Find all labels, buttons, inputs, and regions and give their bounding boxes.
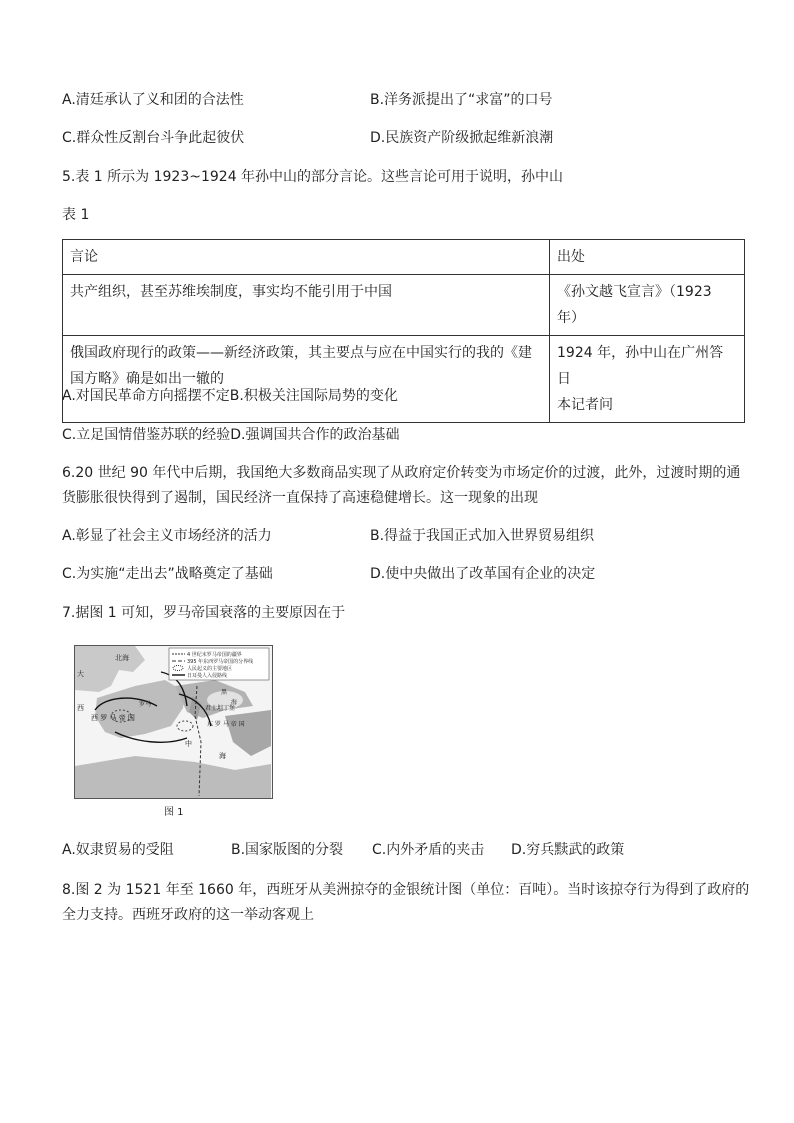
q7-stem: 7.据图 1 可知，罗马帝国衰落的主要原因在于 <box>62 605 346 621</box>
q8-stem-line1: 8.图 2 为 1521 年至 1660 年，西班牙从美洲掠夺的金银统计图（单位：百吨）。当时该掠夺行为得到了政府的 <box>62 882 750 898</box>
source-line: 1924 年，孙中山在广州答日 <box>557 345 724 387</box>
map-label-black-sea: 海 <box>231 699 238 706</box>
map-label-rome: 罗马 <box>139 701 152 708</box>
table-header-source: 出处 <box>550 240 745 275</box>
map-label-east-rome: 东 罗 马 帝 国 <box>207 721 245 728</box>
roman-empire-map <box>74 645 273 799</box>
q6-option-d: D.使中央做出了改革国有企业的决定 <box>370 566 596 582</box>
q5-options-cd: C.立足国情借鉴苏联的经验D.强调国共合作的政治基础 <box>62 427 400 443</box>
map-label-atlantic: 大 <box>77 670 84 678</box>
map-label-atlantic: 西 <box>77 704 84 712</box>
table-cell-speech: 共产组织，甚至苏维埃制度，事实均不能引用于中国 <box>63 275 550 336</box>
q8-stem-line2: 全力支持。西班牙政府的这一举动客观上 <box>62 907 314 923</box>
speech-line: 国方略》确是如出一辙的 <box>70 371 224 387</box>
table-header-speech: 言论 <box>63 240 550 275</box>
q7-option-c: C.内外矛盾的夹击 <box>372 842 485 858</box>
q7-option-d: D.穷兵黩武的政策 <box>511 842 625 858</box>
q6-option-c: C.为实施“走出去”战略奠定了基础 <box>62 566 273 582</box>
q6-option-a: A.彰显了社会主义市场经济的活力 <box>62 528 272 544</box>
speech-line: 俄国政府现行的政策——新经济政策，其主要点与应在中国实行的我的《建 <box>70 345 532 361</box>
q4-option-b: B.洋务派提出了“求富”的口号 <box>370 92 553 108</box>
q7-option-b: B.国家版图的分裂 <box>231 842 344 858</box>
q4-option-c: C.群众性反割台斗争此起彼伏 <box>62 130 245 146</box>
table-cell-speech <box>63 336 550 423</box>
q6-option-b: B.得益于我国正式加入世界贸易组织 <box>370 528 595 544</box>
figure-caption: 图 1 <box>164 807 184 818</box>
table-cell-source <box>550 336 745 423</box>
q7-option-a: A.奴隶贸易的受阻 <box>62 842 174 858</box>
map-label-black-sea: 黑 <box>221 689 228 696</box>
legend-text: 4 世纪末罗马帝国的疆界 <box>187 652 242 658</box>
map-label-mediterranean: 海 <box>219 752 226 760</box>
map-label-west-rome: 西 罗 马 帝 国 <box>91 714 135 722</box>
map-graphic <box>75 646 272 798</box>
source-line: 本记者问 <box>557 397 613 413</box>
legend-text: 日耳曼人入侵路线 <box>187 673 228 679</box>
q4-option-d: D.民族资产阶级掀起维新浪潮 <box>370 130 554 146</box>
table-row <box>63 336 745 423</box>
q5-stem: 5.表 1 所示为 1923~1924 年孙中山的部分言论。这些言论可用于说明，孙中山 <box>62 169 564 185</box>
q4-option-a: A.清廷承认了义和团的合法性 <box>62 92 244 108</box>
q6-stem-line1: 6.20 世纪 90 年代中后期，我国绝大多数商品实现了从政府定价转变为市场定价的过渡，此外，过渡时期的通 <box>62 465 741 481</box>
legend-text: 395 年东西罗马帝国的分界线 <box>187 659 254 665</box>
table-header-row <box>63 240 745 275</box>
q5-options-ab: A.对国民革命方向摇摆不定B.积极关注国际局势的变化 <box>62 388 398 404</box>
legend-text: 人民起义的主要地区 <box>187 666 233 672</box>
q6-stem-line2: 货膨胀很快得到了遏制，国民经济一直保持了高速稳健增长。这一现象的出现 <box>62 490 538 506</box>
table-cell-source: 《孙文越飞宣言》（1923 年） <box>550 275 745 336</box>
q5-table-label: 表 1 <box>62 207 90 223</box>
map-label-constantinople: 君士坦丁堡 <box>205 705 236 712</box>
map-label-north-sea: 北海 <box>115 654 129 662</box>
table-row <box>63 275 745 336</box>
map-label-mediterranean: 中 <box>185 740 192 748</box>
